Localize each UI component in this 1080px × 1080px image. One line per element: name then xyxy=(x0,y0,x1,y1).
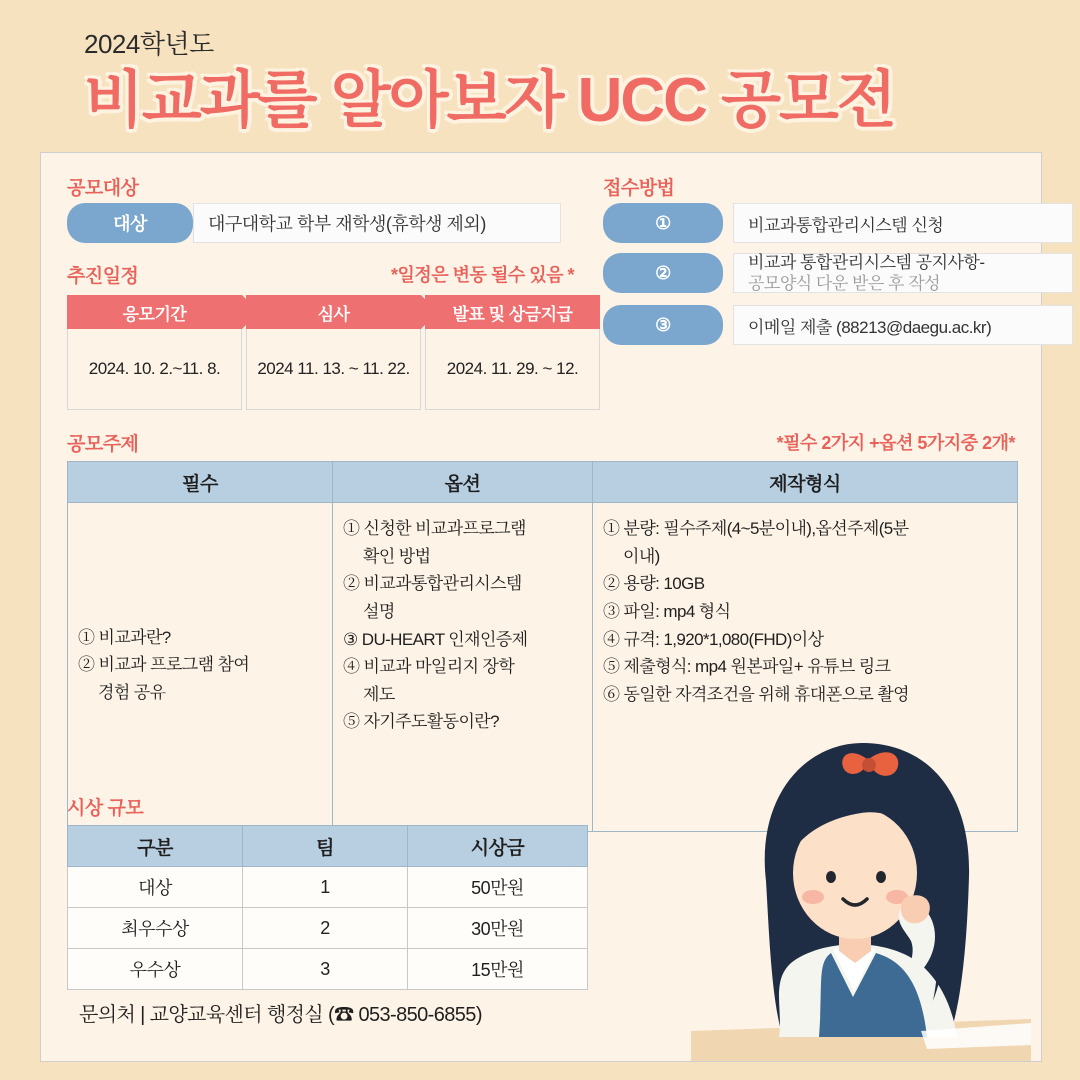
table-row xyxy=(68,908,588,949)
topic-table-header-row xyxy=(68,462,1018,503)
list-item: 확인 방법 xyxy=(363,546,431,566)
list-item: ① 신청한 비교과프로그램 xyxy=(343,519,526,538)
prize-table-header-row xyxy=(68,826,588,867)
student-illustration xyxy=(671,701,1031,1061)
apply-step-number: ③ xyxy=(603,305,723,345)
prize-section-label: 시상 규모 xyxy=(67,798,144,819)
list-item: 이내) xyxy=(623,546,660,566)
list-item: ② 비교과 프로그램 참여 xyxy=(78,655,250,675)
prize-category: 우수상 xyxy=(68,949,243,990)
prize-amount: 50만원 xyxy=(408,867,588,908)
schedule-item xyxy=(67,295,242,410)
apply-item xyxy=(603,253,1073,293)
prize-teams: 2 xyxy=(243,908,408,949)
page-title: 비교과를 알아보자 UCC 공모전 xyxy=(84,66,895,135)
target-section-label: 공모대상 xyxy=(67,178,139,199)
topic-note: *필수 2가지 +옵션 5가지중 2개* xyxy=(776,433,1015,453)
apply-step-text-line2: 공모양식 다운 받은 후 작성 xyxy=(748,274,941,293)
list-item: ⑥ 동일한 자격조건을 위해 휴대폰으로 촬영 xyxy=(603,684,909,704)
poster-header xyxy=(0,0,1080,135)
list-item: ⑤ 제출형식: mp4 원본파일+ 유튜브 링크 xyxy=(603,657,891,677)
prize-col-category: 구분 xyxy=(68,826,243,867)
apply-step-text: 이메일 제출 (88213@daegu.ac.kr) xyxy=(733,305,1073,345)
prize-teams: 3 xyxy=(243,949,408,990)
schedule-item xyxy=(425,295,600,410)
apply-item xyxy=(603,203,1073,243)
prize-amount: 15만원 xyxy=(408,949,588,990)
list-item: ① 비교과란? xyxy=(78,627,171,647)
prize-table xyxy=(67,825,588,990)
list-item: ③ 파일: mp4 형식 xyxy=(603,601,731,621)
topic-required-cell xyxy=(68,503,333,832)
schedule-body: 2024. 10. 2.~11. 8. xyxy=(67,329,242,410)
apply-step-text: 비교과통합관리시스템 신청 xyxy=(733,203,1073,243)
apply-step-number: ② xyxy=(603,253,723,293)
schedule-body: 2024. 11. 29. ~ 12. xyxy=(425,329,600,410)
prize-category: 최우수상 xyxy=(68,908,243,949)
list-item: 경험 공유 xyxy=(98,682,166,702)
list-item: ③ DU-HEART 인재인증제 xyxy=(343,629,528,649)
target-value: 대구대학교 학부 재학생(휴학생 제외) xyxy=(193,203,561,243)
topic-optional-cell xyxy=(333,503,593,832)
schedule-section-label: 추진일정 xyxy=(67,266,139,287)
table-row xyxy=(68,949,588,990)
prize-category: 대상 xyxy=(68,867,243,908)
schedule-row xyxy=(67,295,604,410)
topic-col-optional: 옵션 xyxy=(333,462,593,503)
list-item: 설명 xyxy=(363,601,395,621)
content-panel xyxy=(40,152,1042,1062)
prize-teams: 1 xyxy=(243,867,408,908)
topic-section-label: 공모주제 xyxy=(67,434,139,455)
academic-year: 2024학년도 xyxy=(84,29,214,59)
apply-step-text xyxy=(733,253,1073,293)
apply-section-label: 접수방법 xyxy=(603,178,675,199)
schedule-body: 2024 11. 13. ~ 11. 22. xyxy=(246,329,421,410)
topic-col-required: 필수 xyxy=(68,462,333,503)
schedule-note: *일정은 변동 될수 있음 * xyxy=(391,265,575,285)
topic-col-format: 제작형식 xyxy=(593,462,1018,503)
prize-col-amount: 시상금 xyxy=(408,826,588,867)
schedule-item xyxy=(246,295,421,410)
schedule-head: 발표 및 상금지급 xyxy=(425,295,600,329)
list-item: ① 분량: 필수주제(4~5분이내),옵션주제(5분 xyxy=(603,519,909,538)
list-item: ⑤ 자기주도활동이란? xyxy=(343,712,499,732)
contact-info: 문의처 | 교양교육센터 행정실 (☎ 053-850-6855) xyxy=(79,1004,482,1026)
list-item: ② 비교과통합관리시스템 xyxy=(343,574,522,594)
list-item: ② 용량: 10GB xyxy=(603,574,705,594)
schedule-head: 응모기간 xyxy=(67,295,242,329)
list-item: ④ 규격: 1,920*1,080(FHD)이상 xyxy=(603,629,824,649)
apply-step-text-line1: 비교과 통합관리시스템 공지사항- xyxy=(748,252,985,272)
schedule-head: 심사 xyxy=(246,295,421,329)
list-item: 제도 xyxy=(363,684,395,704)
apply-step-number: ① xyxy=(603,203,723,243)
table-row xyxy=(68,867,588,908)
target-pill: 대상 xyxy=(67,203,193,243)
list-item: ④ 비교과 마일리지 장학 xyxy=(343,657,515,677)
prize-amount: 30만원 xyxy=(408,908,588,949)
apply-item xyxy=(603,305,1073,345)
prize-col-teams: 팀 xyxy=(243,826,408,867)
